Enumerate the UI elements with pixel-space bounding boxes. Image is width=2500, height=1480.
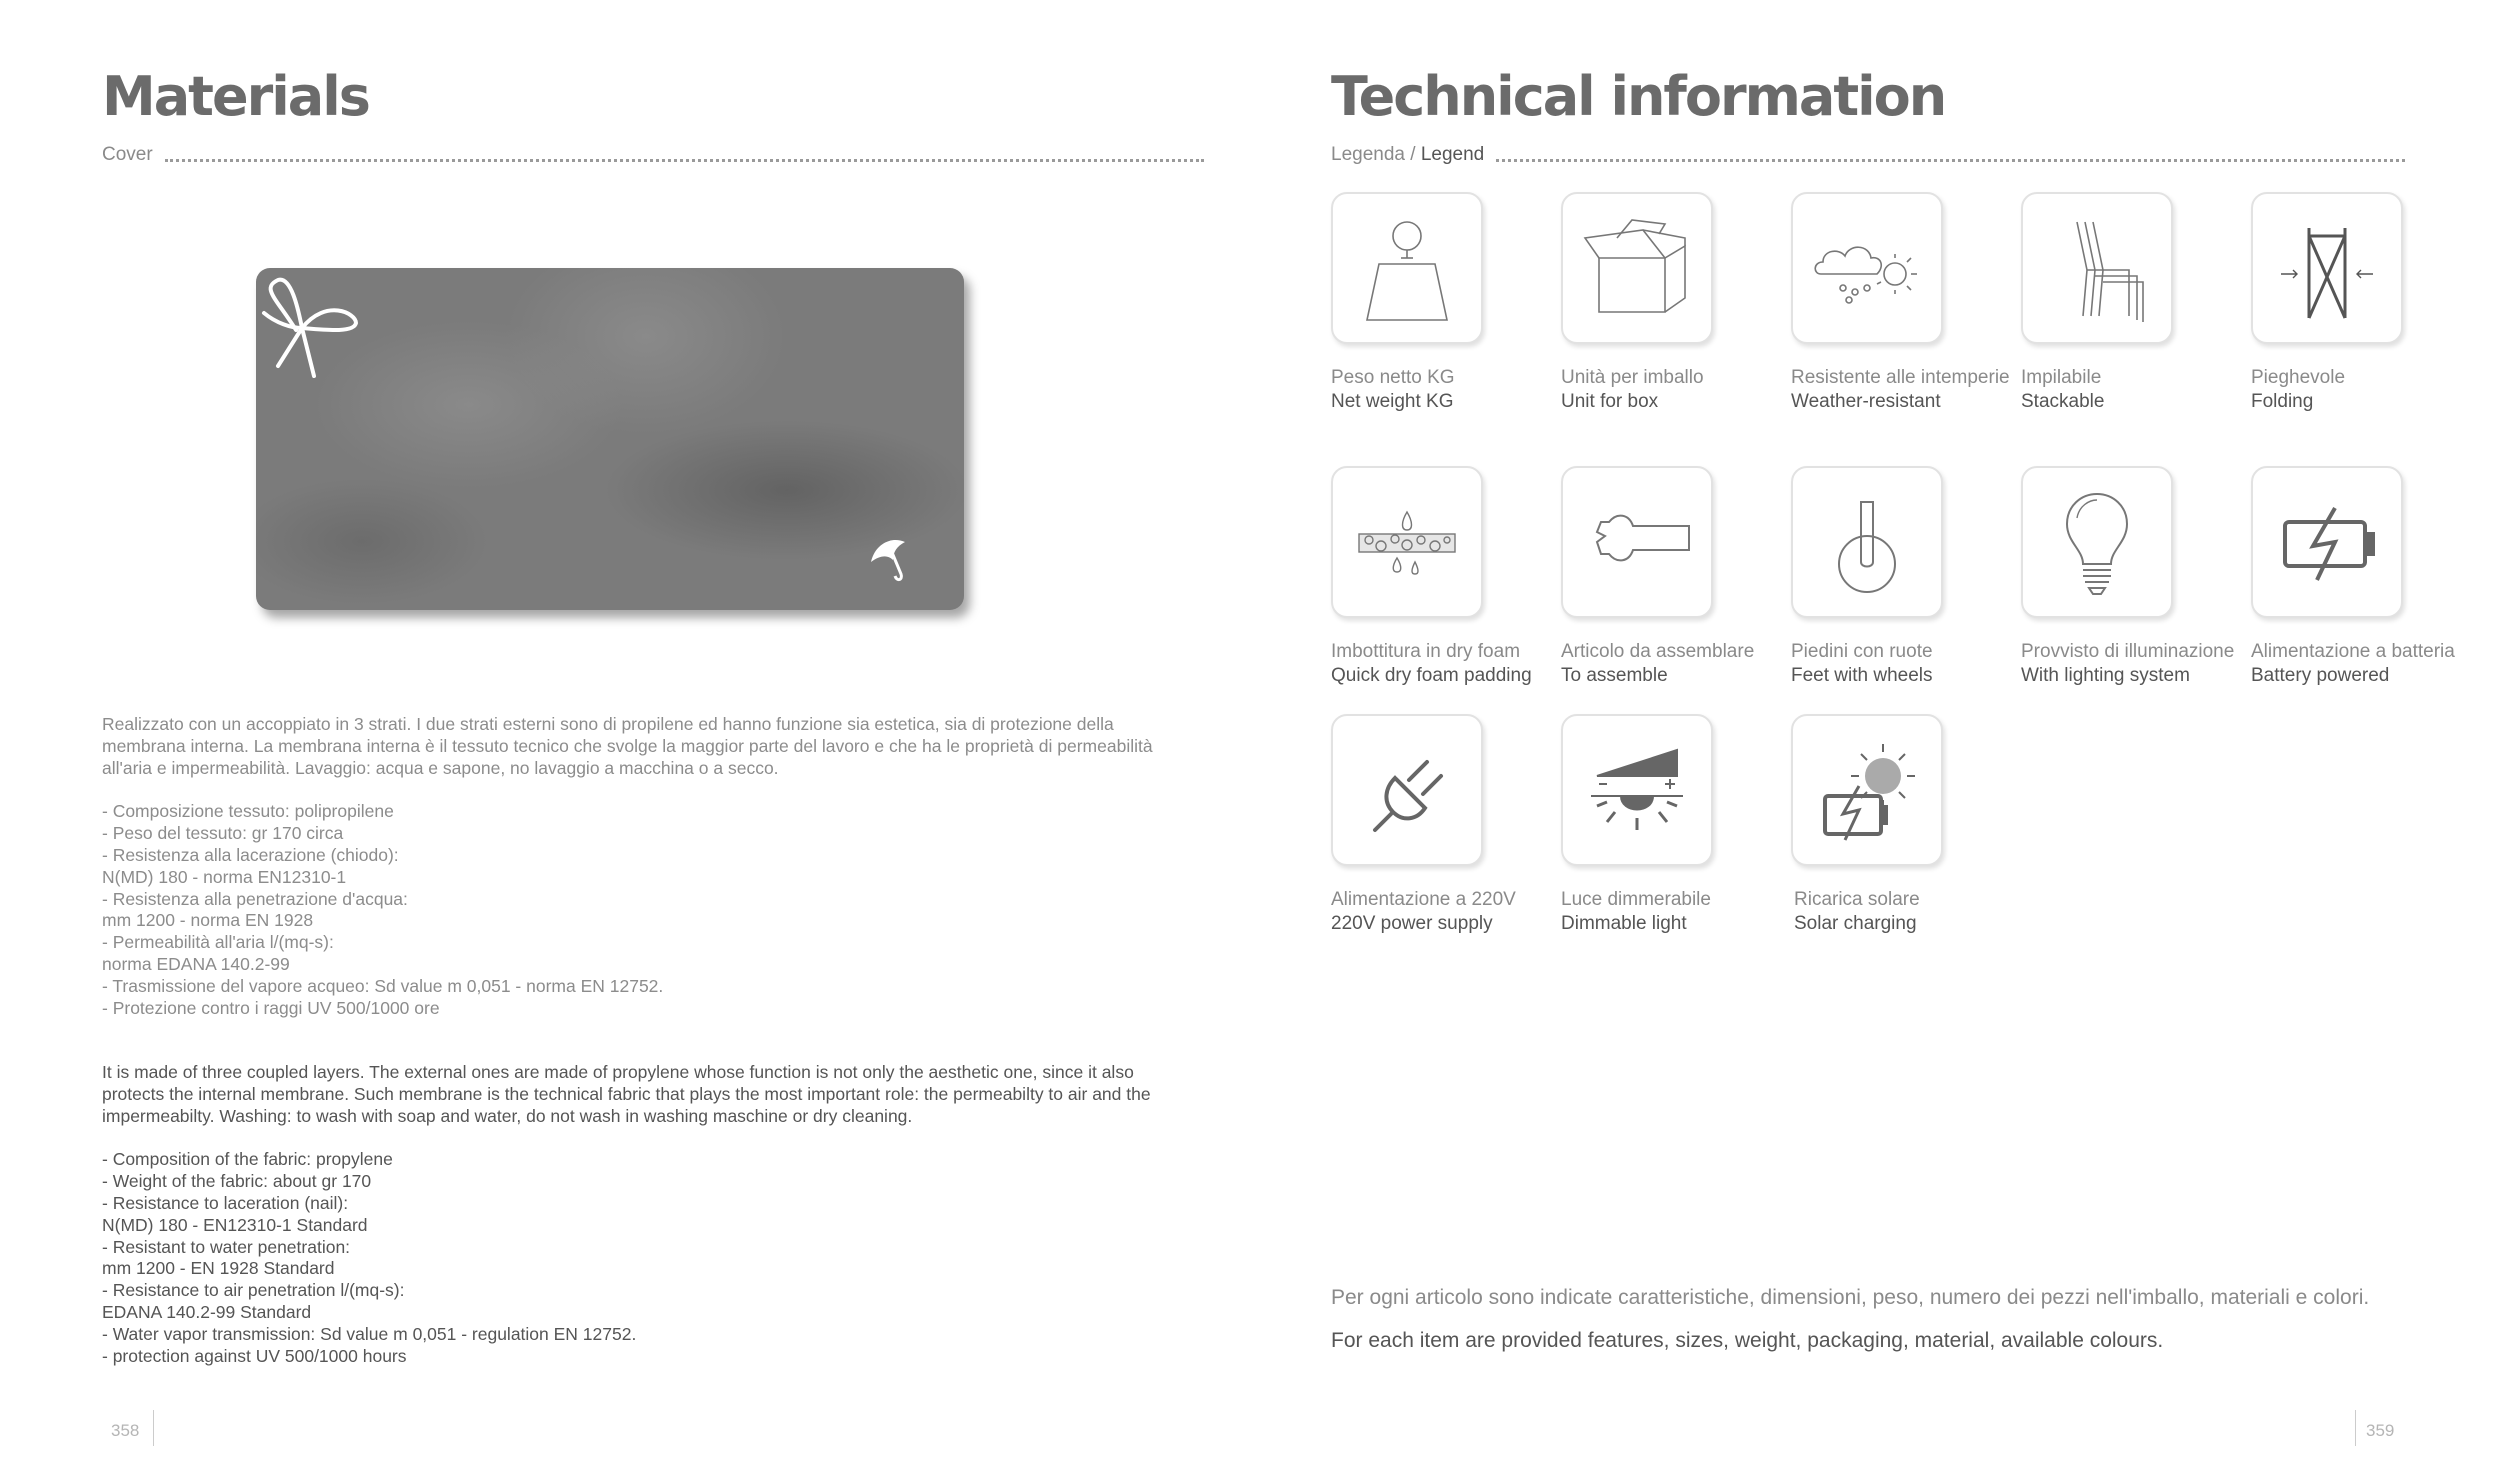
caption-english: With lighting system [2021, 665, 2190, 686]
caption-italian: Resistente alle intemperie [1791, 367, 2010, 388]
legend-tile-box [1561, 192, 1713, 344]
spec-item: - Resistance to air penetration l/(mq-s): [102, 1280, 405, 1301]
caption-italian: Luce dimmerabile [1561, 889, 1711, 910]
caption-italian: Ricarica solare [1794, 889, 1920, 910]
page-divider-left [153, 1410, 154, 1446]
spec-item: - Water vapor transmission: Sd value m 0,051 - regulation EN 12752. [102, 1323, 637, 1344]
wrench-icon [1577, 482, 1697, 602]
spec-item: - Weight of the fabric: about gr 170 [102, 1171, 372, 1192]
caption-english: Weather-resistant [1791, 391, 1941, 412]
caption-italian: Peso netto KG [1331, 367, 1455, 388]
legend-label [1331, 144, 1484, 166]
foam-padding-icon [1347, 482, 1467, 602]
materials-title: Materials [102, 65, 369, 128]
spec-item: norma EDANA 140.2-99 [102, 953, 290, 974]
legend-caption [1791, 640, 1933, 688]
legend-tile-weight [1331, 192, 1483, 344]
spec-item: - Peso del tessuto: gr 170 circa [102, 823, 344, 844]
spec-item: - protection against UV 500/1000 hours [102, 1345, 407, 1366]
technical-info-title: Technical information [1331, 65, 1946, 128]
umbrella-icon [871, 540, 905, 580]
legend-caption [1331, 888, 1516, 936]
cover-label: Cover [102, 144, 153, 165]
spec-item: N(MD) 180 - norma EN12310-1 [102, 866, 347, 887]
spec-item: - Protezione contro i raggi UV 500/1000 ore [102, 997, 440, 1018]
legend-tile-stackable [2021, 192, 2173, 344]
cover-section-header [102, 144, 1204, 166]
spec-item: - Trasmissione del vapore acqueo: Sd value m 0,051 - norma EN 12752. [102, 975, 664, 996]
solar-charging-icon [1807, 730, 1927, 850]
italian-description [102, 714, 1182, 1019]
spec-item: - Composizione tessuto: polipropilene [102, 801, 394, 822]
legend-caption [1561, 366, 1704, 414]
caption-italian: Articolo da assemblare [1561, 641, 1755, 662]
caption-italian: Impilabile [2021, 367, 2102, 388]
legend-caption [1331, 640, 1532, 688]
caption-english: Feet with wheels [1791, 665, 1933, 686]
legend-tile-foam [1331, 466, 1483, 618]
caption-italian: Imbottitura in dry foam [1331, 641, 1521, 662]
legend-label-en: Legend [1420, 144, 1485, 165]
spec-item: - Composition of the fabric: propylene [102, 1149, 393, 1170]
legend-caption [2251, 640, 2455, 688]
italian-spec-list [102, 801, 1182, 1019]
dotted-rule [1496, 159, 2405, 162]
legend-tile-power [1331, 714, 1483, 866]
caption-italian: Alimentazione a 220V [1331, 889, 1516, 910]
folding-icon [2267, 208, 2387, 328]
legend-tile-lighting [2021, 466, 2173, 618]
spec-item: - Resistenza alla penetrazione d'acqua: [102, 888, 408, 909]
caption-italian: Pieghevole [2251, 367, 2346, 388]
spec-item: - Resistance to laceration (nail): [102, 1192, 349, 1213]
legend-tile-battery [2251, 466, 2403, 618]
spec-item: mm 1200 - norma EN 1928 [102, 910, 314, 931]
caption-english: Stackable [2021, 391, 2105, 412]
legend-caption [2021, 366, 2104, 414]
legend-tile-assemble [1561, 466, 1713, 618]
ribbon-bow-icon [264, 280, 356, 376]
legend-caption [1794, 888, 1920, 936]
caption-italian: Piedini con ruote [1791, 641, 1933, 662]
spec-item: mm 1200 - EN 1928 Standard [102, 1258, 335, 1279]
caption-italian: Alimentazione a batteria [2251, 641, 2455, 662]
legend-caption [1791, 366, 2010, 414]
legend-caption [2021, 640, 2234, 688]
weight-icon [1347, 208, 1467, 328]
caption-english: Battery powered [2251, 665, 2390, 686]
spec-item: - Resistenza alla lacerazione (chiodo): [102, 844, 399, 865]
dimmer-icon [1577, 730, 1697, 850]
footnote-english: For each item are provided features, sizes, weight, packaging, material, available colours. [1331, 1329, 2164, 1352]
battery-icon [2267, 482, 2387, 602]
english-spec-list [102, 1149, 1182, 1367]
caption-english: To assemble [1561, 665, 1668, 686]
caption-english: Solar charging [1794, 913, 1917, 934]
dotted-rule [165, 159, 1204, 162]
weather-icon [1807, 208, 1927, 328]
spec-item: N(MD) 180 - EN12310-1 Standard [102, 1214, 368, 1235]
box-icon [1577, 208, 1697, 328]
page-number-right: 359 [2366, 1421, 2395, 1440]
caption-italian: Provvisto di illuminazione [2021, 641, 2235, 662]
caption-english: 220V power supply [1331, 913, 1493, 934]
legend-caption [1561, 640, 1754, 688]
spec-item: - Permeabilità all'aria l/(mq-s): [102, 932, 334, 953]
caption-english: Unit for box [1561, 391, 1659, 412]
legend-caption [1331, 366, 1455, 414]
caption-english: Dimmable light [1561, 913, 1687, 934]
english-intro: It is made of three coupled layers. The external ones are made of propylene whose function is not only the aesthetic one, since it also protects the internal membrane. Such membrane is the technical fabric that plays the most important role: the permeabilty to air and the impermeabilty. Washing: to wash with soap and water, do not wash in washing maschine or dry cleaning. [102, 1062, 1151, 1126]
caption-english: Quick dry foam padding [1331, 665, 1532, 686]
page-number-left: 358 [111, 1421, 140, 1440]
italian-intro: Realizzato con un accoppiato in 3 strati. I due strati esterni sono di propilene ed hanno funzione sia estetica, sia di protezione della membrana interna. La membrana interna è il tessuto tecnico che svolge la maggior parte del lavoro e che ha le proprietà di permeabilità all'aria e impermeabilità. Lavaggio: acqua e sapone, no lavaggio a macchina o a secco. [102, 714, 1153, 778]
lightbulb-icon [2037, 482, 2157, 602]
stackable-chairs-icon [2037, 208, 2157, 328]
spec-item: - Resistant to water penetration: [102, 1236, 351, 1257]
spec-item: EDANA 140.2-99 Standard [102, 1301, 312, 1322]
legend-tile-weather [1791, 192, 1943, 344]
legend-tile-dimmer [1561, 714, 1713, 866]
legend-caption [1561, 888, 1711, 936]
fabric-swatch-overlay [256, 268, 964, 610]
legend-tile-solar [1791, 714, 1943, 866]
legend-tile-wheels [1791, 466, 1943, 618]
caption-italian: Unità per imballo [1561, 367, 1704, 388]
legend-label-it: Legenda / [1331, 144, 1421, 165]
legend-tile-folding [2251, 192, 2403, 344]
caption-english: Folding [2251, 391, 2314, 412]
fabric-swatch-image [256, 268, 964, 610]
legend-section-header [1331, 144, 2405, 166]
plug-icon [1347, 730, 1467, 850]
caption-english: Net weight KG [1331, 391, 1454, 412]
wheel-icon [1807, 482, 1927, 602]
page-divider-right [2355, 1410, 2356, 1446]
footnote-italian: Per ogni articolo sono indicate caratteristiche, dimensioni, peso, numero dei pezzi nell'imballo, materiali e colori. [1331, 1286, 2370, 1309]
legend-caption [2251, 366, 2345, 414]
english-description [102, 1062, 1182, 1367]
